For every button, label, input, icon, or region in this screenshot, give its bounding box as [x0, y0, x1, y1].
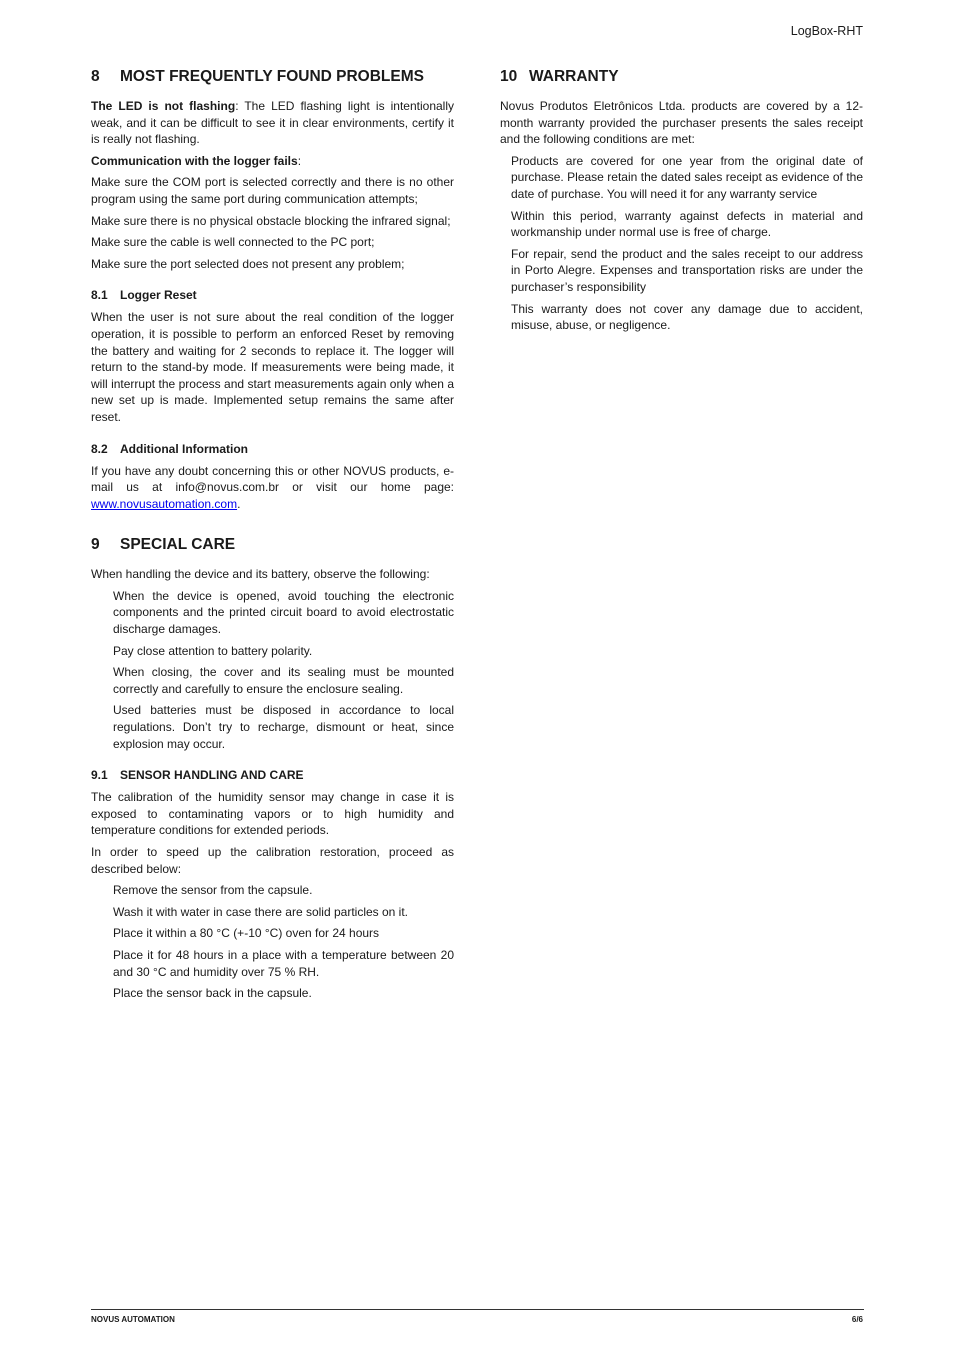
list-item: When closing, the cover and its sealing must be mounted correctly and carefully to ensure the enclosure sealing.	[113, 665, 454, 696]
right-column	[500, 66, 863, 339]
list-item: Place it for 48 hours in a place with a temperature between 20 and 30 °C and humidity over 75 % RH.	[113, 947, 454, 979]
section-8-heading: 8 MOST FREQUENTLY FOUND PROBLEMS	[91, 68, 424, 85]
list-item: Place the sensor back in the capsule.	[113, 986, 312, 1001]
section-8-2-heading: 8.2 Additional Information	[91, 441, 248, 456]
warranty-intro: Novus Produtos Eletrônicos Ltda. products are covered by a 12-month warranty provided the purchaser presents the sales receipt and the following conditions are met:	[500, 99, 863, 147]
list-item: Make sure the port selected does not present any problem;	[91, 256, 405, 271]
section-9-1-heading: 9.1 SENSOR HANDLING AND CARE	[91, 768, 304, 783]
document-title: LogBox-RHT	[790, 24, 863, 38]
sensor-paragraph-2: In order to speed up the calibration restoration, proceed as described below:	[91, 845, 454, 876]
sensor-paragraph-1: The calibration of the humidity sensor may change in case it is exposed to contaminating vapors or to high humidity and temperature conditions for extended periods.	[91, 790, 454, 838]
comm-heading: Communication with the logger fails:	[91, 153, 302, 168]
homepage-link[interactable]: www.novusautomation.com	[91, 496, 238, 511]
section-9-heading: 9 SPECIAL CARE	[91, 536, 236, 554]
logger-reset-paragraph: When the user is not sure about the real condition of the logger operation, it is possible to perform an enforced Reset by removing the battery and waiting for 2 seconds to replace it. The logger will return to the stand-by mode. If measurements were being made, it will interrupt the process and start measurements again only when a new set up is made. Implemented setup remains the same after reset.	[91, 310, 454, 424]
page-number: 6/6	[851, 1315, 863, 1324]
list-item: Make sure the cable is well connected to the PC port;	[91, 235, 375, 250]
list-item: Remove the sensor from the capsule.	[113, 883, 313, 898]
list-item: Place it within a 80 °C (+-10 °C) oven for 24 hours	[113, 926, 380, 941]
list-item: Make sure the COM port is selected correctly and there is no other program using the same port during communication attempts;	[91, 175, 454, 206]
footer-company: NOVUS AUTOMATION	[91, 1315, 175, 1324]
section-8-1-heading: 8.1 Logger Reset	[91, 288, 197, 303]
list-item: Within this period, warranty against defects in material and workmanship under normal use is free of charge.	[511, 208, 863, 240]
list-item: Wash it with water in case there are solid particles on it.	[113, 904, 409, 919]
list-item: Used batteries must be disposed in accordance to local regulations. Don’t try to recharge, dismount or heat, since explosion may occur.	[113, 703, 454, 751]
list-item: When the device is opened, avoid touching the electronic components and the printed circuit board to avoid electrostatic discharge damages.	[113, 588, 454, 637]
footer-divider	[91, 1309, 864, 1310]
list-item: Pay close attention to battery polarity.	[113, 643, 313, 658]
list-item: For repair, send the product and the sales receipt to our address in Porto Alegre. Expenses and transportation risks are under the purchaser’s responsibility	[511, 246, 863, 294]
list-item: Make sure there is no physical obstacle blocking the infrared signal;	[91, 213, 451, 228]
special-care-intro: When handling the device and its battery, observe the following:	[91, 567, 430, 582]
section-10-heading: 10 WARRANTY	[500, 68, 619, 85]
left-column	[91, 66, 454, 1007]
list-item: This warranty does not cover any damage due to accident, misuse, abuse, or negligence.	[511, 301, 863, 333]
additional-info-paragraph: If you have any doubt concerning this or other NOVUS products, e-mail us at info@novus.com.br or visit our home page: www.novusautomation.com.	[91, 463, 454, 511]
led-paragraph: The LED is not flashing: The LED flashing light is intentionally weak, and it can be difficult to see it in clear environments, certify it is really not flashing.	[91, 99, 455, 147]
list-item: Products are covered for one year from the original date of purchase. Please retain the dated sales receipt as evidence of the date of purchase. You will need it for any warranty service	[511, 153, 863, 201]
